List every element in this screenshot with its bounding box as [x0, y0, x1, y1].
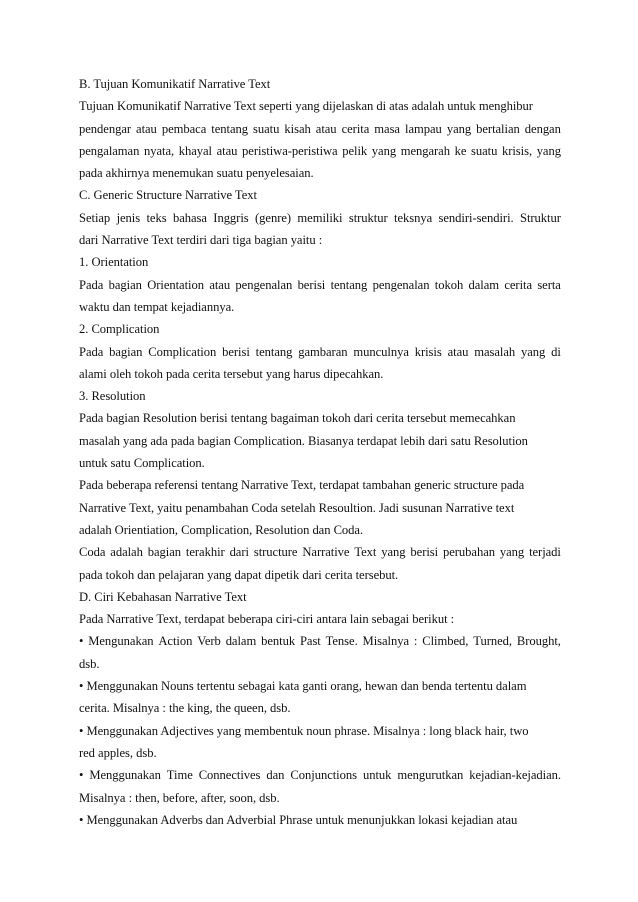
text-line [79, 207, 561, 229]
word: lampau [405, 121, 442, 136]
text-line: alami oleh tokoh pada cerita tersebut yang harus dipecahkan. [79, 366, 384, 381]
word: sendiri-sendiri. [438, 210, 514, 225]
word: Menggunakan [89, 768, 161, 783]
word: gambaran [298, 344, 348, 359]
word: mengurutkan [397, 768, 464, 783]
word: Connectives [198, 768, 261, 783]
word: cerita [504, 277, 533, 292]
word: tokoh [434, 277, 464, 292]
word: atau [447, 344, 469, 359]
word: pelik [342, 143, 368, 158]
word: Inggris [213, 210, 249, 225]
text-line: waktu dan tempat kejadiannya. [79, 299, 235, 314]
text-line: Tujuan Komunikatif Narrative Text seperti yang dijelaskan di atas adalah untuk menghibur [79, 99, 533, 114]
word: munculnya [353, 344, 409, 359]
word: atau [136, 121, 157, 136]
word: pengenalan [372, 277, 430, 292]
word: dari [229, 545, 249, 560]
word: Mengunakan [88, 634, 154, 649]
text-line: 2. Complication [79, 322, 160, 337]
text-line [79, 630, 561, 652]
word: dengan [524, 121, 561, 136]
word: struktur [348, 210, 388, 225]
text-line: Pada beberapa referensi tentang Narrative Text, terdapat tambahan generic structure pada [79, 478, 525, 493]
word: teksnya [394, 210, 433, 225]
word: yang [446, 121, 472, 136]
word: Time [166, 768, 193, 783]
word: Pada [79, 344, 104, 359]
text-line: C. Generic Structure Narrative Text [79, 188, 257, 203]
word: structure [253, 545, 298, 560]
word: nyata, [143, 143, 175, 158]
text-line: pada tokoh dan pelajaran yang dapat dipetik dari cerita tersebut. [79, 567, 399, 582]
word: khayal [178, 143, 212, 158]
text-line: Pada Narrative Text, terdapat beberapa ciri-ciri antara lain sebagai berikut : [79, 612, 455, 627]
word: atau [216, 143, 238, 158]
word: dalam [468, 277, 500, 292]
word: memiliki [297, 210, 343, 225]
word: serta [537, 277, 561, 292]
word: masa [374, 121, 400, 136]
word: (genre) [255, 210, 292, 225]
word: yang [521, 344, 546, 359]
word: bahasa [172, 210, 207, 225]
word: pengalaman [79, 143, 140, 158]
text-line: dsb. [79, 656, 100, 671]
word: pembaca [161, 121, 207, 136]
word: atau [315, 121, 337, 136]
text-line: 1. Orientation [79, 255, 149, 270]
word: Brought, [516, 634, 561, 649]
text-line [79, 140, 561, 162]
word: Turned, [473, 634, 512, 649]
word: tentang [211, 121, 248, 136]
word: masalah [474, 344, 516, 359]
word: yang [381, 545, 406, 560]
word: dalam [225, 634, 257, 649]
word: pendengar [79, 121, 131, 136]
text-line [79, 541, 561, 563]
word: bertalian [476, 121, 520, 136]
text-line: masalah yang ada pada bagian Complication. Biasanya terdapat lebih dari satu Resolution [79, 433, 528, 448]
word: suatu [471, 143, 498, 158]
word: mengarah [400, 143, 450, 158]
text-line: • Menggunakan Adjectives yang membentuk noun phrase. Misalnya : long black hair, two [79, 723, 529, 738]
word: Conjunctions [290, 768, 357, 783]
word: perubahan [443, 545, 495, 560]
word: krisis [414, 344, 442, 359]
text-line: Narrative Text, yaitu penambahan Coda setelah Resoultion. Jadi susunan Narrative text [79, 500, 515, 515]
word: yang [536, 143, 561, 158]
word: jenis [116, 210, 141, 225]
word: Misalnya [362, 634, 410, 649]
text-line: Pada bagian Resolution berisi tentang bagaiman tokoh dari cerita tersebut memecahkan [79, 411, 516, 426]
word: bagian [147, 545, 182, 560]
word: ke [454, 143, 467, 158]
word: atau [209, 277, 231, 292]
word: Orientation [147, 277, 204, 292]
text-line: B. Tujuan Komunikatif Narrative Text [79, 77, 271, 91]
word: Coda [79, 545, 106, 560]
word: bentuk [261, 634, 296, 649]
text-line: • Menggunakan Nouns tertentu sebagai kata ganti orang, hewan dan benda tertentu dalam [79, 679, 527, 694]
word: yang [499, 545, 525, 560]
word: terjadi [529, 545, 561, 560]
text-line: red apples, dsb. [79, 745, 157, 760]
word: Verb [197, 634, 221, 649]
word: Setiap [79, 210, 111, 225]
text-line [79, 341, 561, 363]
word: kisah [284, 121, 311, 136]
word: tentang [255, 344, 293, 359]
word: peristiwa-peristiwa [242, 143, 338, 158]
word: Pada [79, 277, 104, 292]
word: : [413, 634, 418, 649]
word: terakhir [185, 545, 225, 560]
word: suatu [253, 121, 280, 136]
word: adalah [110, 545, 143, 560]
word: Action [158, 634, 193, 649]
text-line [79, 118, 561, 140]
word: krisis, [501, 143, 533, 158]
word: cerita [341, 121, 370, 136]
word: • [79, 768, 84, 783]
word: yang [371, 143, 397, 158]
text-line: D. Ciri Kebahasan Narrative Text [79, 589, 247, 604]
word: berisi [222, 344, 250, 359]
text-line: Misalnya : then, before, after, soon, dsb. [79, 790, 280, 805]
word: bagian [109, 344, 143, 359]
word: Complication [148, 344, 217, 359]
word: Tense. [325, 634, 358, 649]
word: teks [146, 210, 167, 225]
text-line [79, 274, 561, 296]
word: • [79, 634, 84, 649]
word: kejadian-kejadian. [469, 768, 561, 783]
word: pengenalan [235, 277, 293, 292]
word: di [551, 344, 561, 359]
word: Past [299, 634, 321, 649]
text-line: cerita. Misalnya : the king, the queen, dsb. [79, 701, 291, 716]
word: dan [266, 768, 285, 783]
text-line [79, 764, 561, 786]
word: Climbed, [422, 634, 469, 649]
text-line: untuk satu Complication. [79, 456, 205, 471]
text-line: • Menggunakan Adverbs dan Adverbial Phrase untuk menunjukkan lokasi kejadian atau [79, 812, 518, 827]
word: bagian [108, 277, 142, 292]
word: untuk [362, 768, 392, 783]
text-line: pada akhirnya menemukan suatu penyelesaian. [79, 166, 314, 181]
word: Text [354, 545, 377, 560]
word: Narrative [302, 545, 350, 560]
word: berisi [297, 277, 326, 292]
word: Struktur [520, 210, 561, 225]
word: berisi [410, 545, 439, 560]
text-line: 3. Resolution [79, 389, 146, 404]
text-line: adalah Orientiation, Complication, Resolution dan Coda. [79, 522, 364, 537]
document-body [79, 73, 561, 831]
word: tentang [330, 277, 368, 292]
text-line: dari Narrative Text terdiri dari tiga bagian yaitu : [79, 233, 323, 248]
